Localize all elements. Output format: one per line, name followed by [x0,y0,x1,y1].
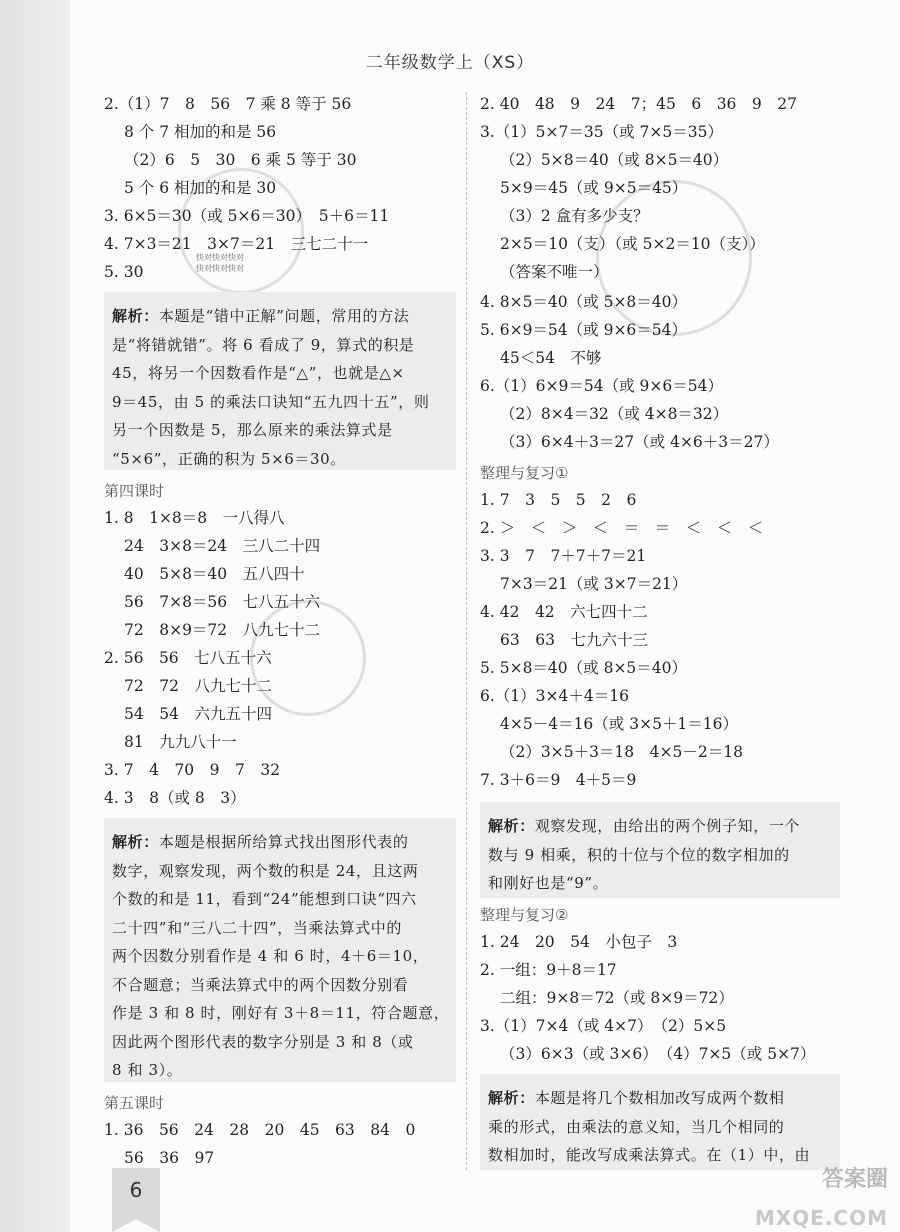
analysis-text: 二十四”和“三八二十四”，当乘法算式中的 [112,918,403,937]
analysis-text: 数相加时，能改写成乘法算式。在（1）中，由 [488,1146,811,1164]
answer-line: （答案不唯一） [500,263,609,281]
analysis-label: 解析： [488,817,535,835]
section-title: 整理与复习① [480,464,569,482]
answer-line: 1. 8 1×8＝8 一八得八 [104,509,285,527]
answer-line: 72 8×9＝72 八九七十二 [124,621,321,639]
analysis-label: 解析： [112,307,159,325]
section-title: 整理与复习② [480,906,569,924]
page-number: 6 [129,1178,143,1202]
analysis-text: 作是 3 和 8 时，刚好有 3＋8＝11，符合题意， [112,1004,450,1022]
answer-line: （3）6×3（或 3×6） （4）7×5（或 5×7） [500,1045,816,1063]
answer-line: 3. 7 4 70 9 7 32 [104,761,281,779]
analysis-text: 是“将错就错”。将 6 看成了 9，算式的积是 [112,335,415,354]
answer-line: 3.（1）5×7＝35（或 7×5＝35） [480,123,723,141]
answer-line: 4. 42 42 六七四十二 [480,603,648,621]
page-header: 二年级数学上（XS） [365,53,535,73]
analysis-box [480,1074,840,1170]
answer-line: 5×9＝45（或 9×5＝45） [500,179,688,197]
answer-line: 4. 7×3＝21 3×7＝21 三七二十一 [104,235,369,253]
watermark-line: 快对快对快对 [196,264,244,273]
answer-line: （2）3×5＋3＝18 4×5－2＝18 [500,743,743,761]
answer-line: 45＜54 不够 [500,349,602,367]
answer-line: 40 5×8＝40 五八四十 [124,565,305,583]
watermark-line: 快对快对快对 [196,253,244,262]
analysis-box [480,802,840,898]
answer-line: 2×5＝10（支）（或 5×2＝10（支）） [500,235,765,253]
answer-line: 56 7×8＝56 七八五十六 [124,593,321,611]
analysis-box [104,818,456,1082]
answer-line: 3.（1）7×4（或 4×7） （2）5×5 [480,1017,727,1035]
watermark-text [196,252,244,274]
answer-line: 3. 3 7 7＋7＋7＝21 [480,547,647,565]
analysis-text: 不合题意；当乘法算式中的两个因数分别看 [112,975,409,994]
answer-line: 2. 一组：9＋8＝17 [480,961,617,979]
answer-line: 二组：9×8＝72（或 8×9＝72） [500,989,734,1007]
answer-line: 81 九九八十一 [124,733,237,751]
watermark-url: MXQE.COM [754,1206,888,1230]
answer-line: 24 3×8＝24 三八二十四 [124,537,321,555]
answer-line: （3）2 盒有多少支？ [500,207,649,225]
answer-line: 5. 30 [104,263,144,281]
answer-line: 8 个 7 相加的和是 56 [124,123,277,141]
analysis-label: 解析： [488,1089,535,1107]
answer-line: （3）6×4＋3＝27（或 4×6＋3＝27） [500,433,779,451]
analysis-text: 和刚好也是“9”。 [488,874,609,892]
answer-line: 5. 6×9＝54（或 9×6＝54） [480,321,688,339]
watermark-stamp [596,180,752,336]
analysis-text: 本题是将几个数相加改写成两个数相 [534,1089,785,1107]
answer-line: 72 72 八九七十二 [124,677,272,695]
section-title: 第五课时 [104,1094,165,1112]
answer-line: （2）5×8＝40（或 8×5＝40） [500,151,729,169]
analysis-text: 另一个因数是 5，那么原来的乘法算式是 [112,421,393,439]
analysis-text: “5×6”，正确的积为 5×6＝30。 [112,449,346,468]
column-divider [466,92,468,1170]
analysis-text: 9＝45，由 5 的乘法口诀知“五九四十五”，则 [112,392,430,411]
analysis-text: 本题是“错中正解”问题，常用的方法 [158,307,410,325]
answer-line: 4. 8×5＝40（或 5×8＝40） [480,293,688,311]
analysis-text: 数与 9 相乘，积的十位与个位的数字相加的 [488,845,790,864]
analysis-text: 数字，观察发现，两个数的积是 24，且这两 [112,861,419,880]
answer-line: 5 个 6 相加的和是 30 [124,179,277,197]
answer-line: 56 36 97 [124,1149,215,1167]
answer-line: 3. 6×5＝30（或 5×6＝30） 5＋6＝11 [104,207,390,225]
answer-line: （2）8×4＝32（或 4×8＝32） [500,405,729,423]
analysis-text: 因此两个图形代表的数字分别是 3 和 8（或 [112,1032,414,1051]
answer-line: 6.（1）6×9＝54（或 9×6＝54） [480,377,723,395]
watermark-logo: 答案圈 [821,1167,888,1192]
answer-line: 1. 7 3 5 5 2 6 [480,491,637,509]
answer-line: 54 54 六九五十四 [124,705,272,723]
answer-line: 2. 40 48 9 24 7；45 6 36 9 27 [480,95,798,113]
analysis-text: 本题是根据所给算式找出图形代表的 [158,833,409,851]
analysis-text: 45，将另一个因数看作是“△”，也就是△× [112,364,405,382]
answer-line: 7. 3＋6＝9 4＋5＝9 [480,771,637,789]
answer-line: 7×3＝21（或 3×7＝21） [500,575,688,593]
answer-line: 1. 36 56 24 28 20 45 63 84 0 [104,1121,416,1139]
answer-line: 63 63 七九六十三 [500,631,648,649]
answer-line: 2. 56 56 七八五十六 [104,649,272,667]
analysis-label: 解析： [112,833,159,851]
section-title: 第四课时 [104,482,165,500]
analysis-text: 8 和 3）。 [112,1061,183,1079]
answer-line: 4. 3 8（或 8 3） [104,789,246,807]
analysis-text: 两个因数分别看作是 4 和 6 时，4＋6＝10， [112,947,429,965]
answer-line: 1. 24 20 54 小包子 3 [480,933,678,951]
answer-line: 2. ＞ ＜ ＞ ＜ ＝ ＝ ＜ ＜ ＜ [480,519,764,537]
analysis-text: 观察发现，由给出的两个例子知，一个 [534,817,801,835]
answer-line: 2.（1）7 8 56 7 乘 8 等于 56 [104,95,352,113]
answer-line: （2）6 5 30 6 乘 5 等于 30 [124,151,357,169]
page-gutter [0,0,70,1232]
answer-line: 5. 5×8＝40（或 8×5＝40） [480,659,688,677]
analysis-text: 个数的和是 11，看到“24”能想到口诀“四六 [112,890,417,908]
analysis-text: 乘的形式，由乘法的意义知，当几个相同的 [488,1117,785,1136]
answer-line: 4×5－4＝16（或 3×5＋1＝16） [500,715,739,733]
answer-line: 6.（1）3×4＋4＝16 [480,687,629,705]
analysis-box [104,292,456,470]
